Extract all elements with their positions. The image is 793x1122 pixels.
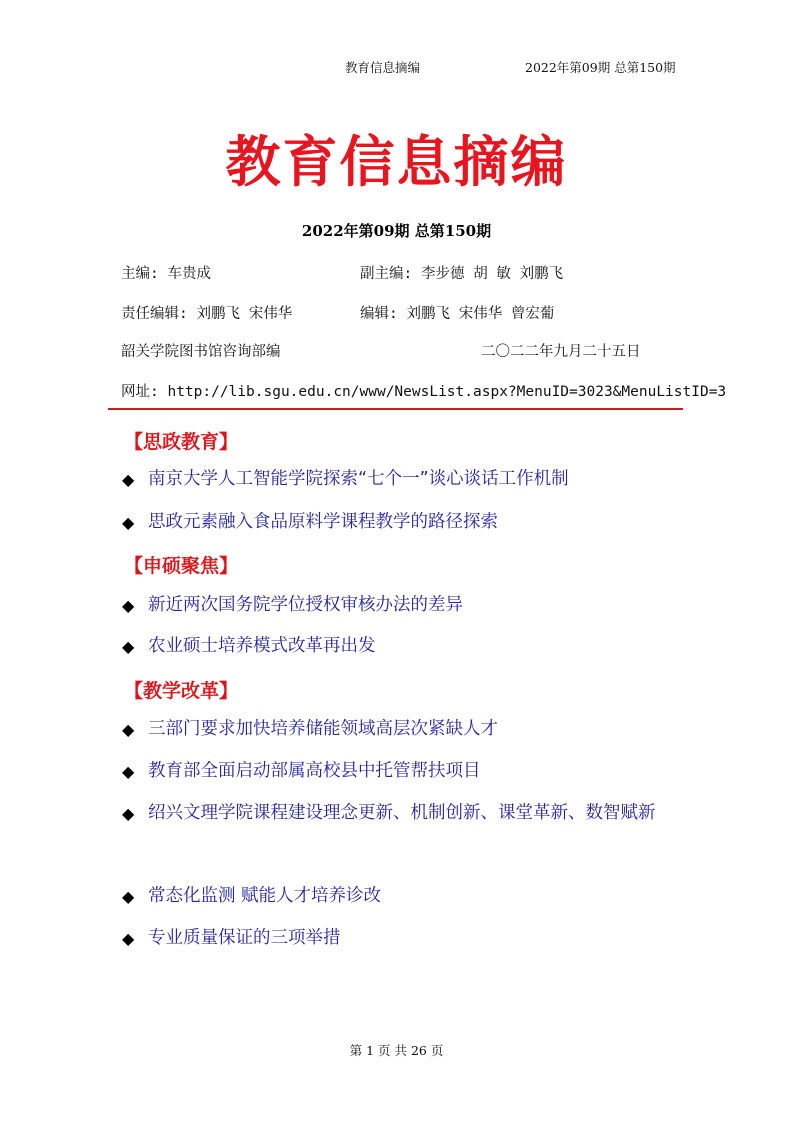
diamond-bullet-icon: ◆ bbox=[122, 887, 135, 906]
issue-line: 2022年第09期 总第150期 bbox=[301, 222, 492, 240]
toc-item[interactable] bbox=[122, 624, 682, 669]
masthead-title: 教育信息摘编 bbox=[225, 130, 568, 194]
toc-item-link[interactable]: 三部门要求加快培养储能领域高层次紧缺人才 bbox=[148, 719, 498, 739]
toc-item[interactable] bbox=[122, 749, 682, 794]
toc-item[interactable] bbox=[122, 500, 682, 545]
running-header-title: 教育信息摘编 bbox=[345, 60, 421, 75]
toc-item-link[interactable]: 新近两次国务院学位授权审核办法的差异 bbox=[148, 595, 463, 615]
toc-item-link[interactable]: 思政元素融入食品原料学课程教学的路径探索 bbox=[148, 512, 498, 532]
diamond-bullet-icon: ◆ bbox=[122, 804, 135, 823]
section-title-jiaoxue: 【教学改革】 bbox=[124, 680, 239, 702]
diamond-bullet-icon: ◆ bbox=[122, 513, 135, 532]
toc-item[interactable] bbox=[122, 583, 682, 628]
toc-item-link[interactable]: 绍兴文理学院课程建设理念更新、机制创新、课堂革新、数智赋新 bbox=[148, 803, 656, 823]
editing-staff: 编辑: 刘鹏飞 宋伟华 曾宏葡 bbox=[360, 306, 555, 322]
toc-item-link[interactable]: 教育部全面启动部属高校县中托管帮扶项目 bbox=[148, 761, 481, 781]
toc-item-link[interactable]: 专业质量保证的三项举措 bbox=[148, 928, 341, 948]
diamond-bullet-icon: ◆ bbox=[122, 929, 135, 948]
toc-item-link[interactable]: 南京大学人工智能学院探索“七个一”谈心谈话工作机制 bbox=[148, 469, 569, 489]
toc-item[interactable] bbox=[122, 707, 682, 752]
diamond-bullet-icon: ◆ bbox=[122, 596, 135, 615]
toc-item[interactable] bbox=[122, 791, 682, 836]
toc-item-link[interactable]: 常态化监测 赋能人才培养诊改 bbox=[148, 886, 382, 906]
toc-item[interactable] bbox=[122, 457, 682, 502]
page-footer: 第 1 页 共 26 页 bbox=[349, 1043, 444, 1058]
diamond-bullet-icon: ◆ bbox=[122, 637, 135, 656]
publish-date: 二〇二二年九月二十五日 bbox=[481, 344, 641, 360]
responsible-editors: 责任编辑: 刘鹏飞 宋伟华 bbox=[121, 306, 293, 322]
diamond-bullet-icon: ◆ bbox=[122, 720, 135, 739]
website-url[interactable]: 网址: http://lib.sgu.edu.cn/www/NewsList.aspx?MenuID=3023&MenuListID=3 bbox=[121, 384, 727, 400]
toc-item[interactable] bbox=[122, 916, 682, 961]
header-divider bbox=[108, 408, 683, 410]
deputy-editors: 副主编: 李步德 胡 敏 刘鹏飞 bbox=[360, 266, 564, 282]
diamond-bullet-icon: ◆ bbox=[122, 470, 135, 489]
toc-item-link[interactable]: 农业硕士培养模式改革再出发 bbox=[148, 636, 376, 656]
chief-editor: 主编: 车贵成 bbox=[121, 266, 211, 282]
section-title-shenshuo: 【申硕聚焦】 bbox=[124, 555, 239, 577]
running-header-issue: 2022年第09期 总第150期 bbox=[525, 60, 676, 75]
toc-item[interactable] bbox=[122, 874, 682, 919]
diamond-bullet-icon: ◆ bbox=[122, 762, 135, 781]
section-title-sizheng: 【思政教育】 bbox=[124, 431, 239, 453]
compiler: 韶关学院图书馆咨询部编 bbox=[121, 344, 281, 360]
